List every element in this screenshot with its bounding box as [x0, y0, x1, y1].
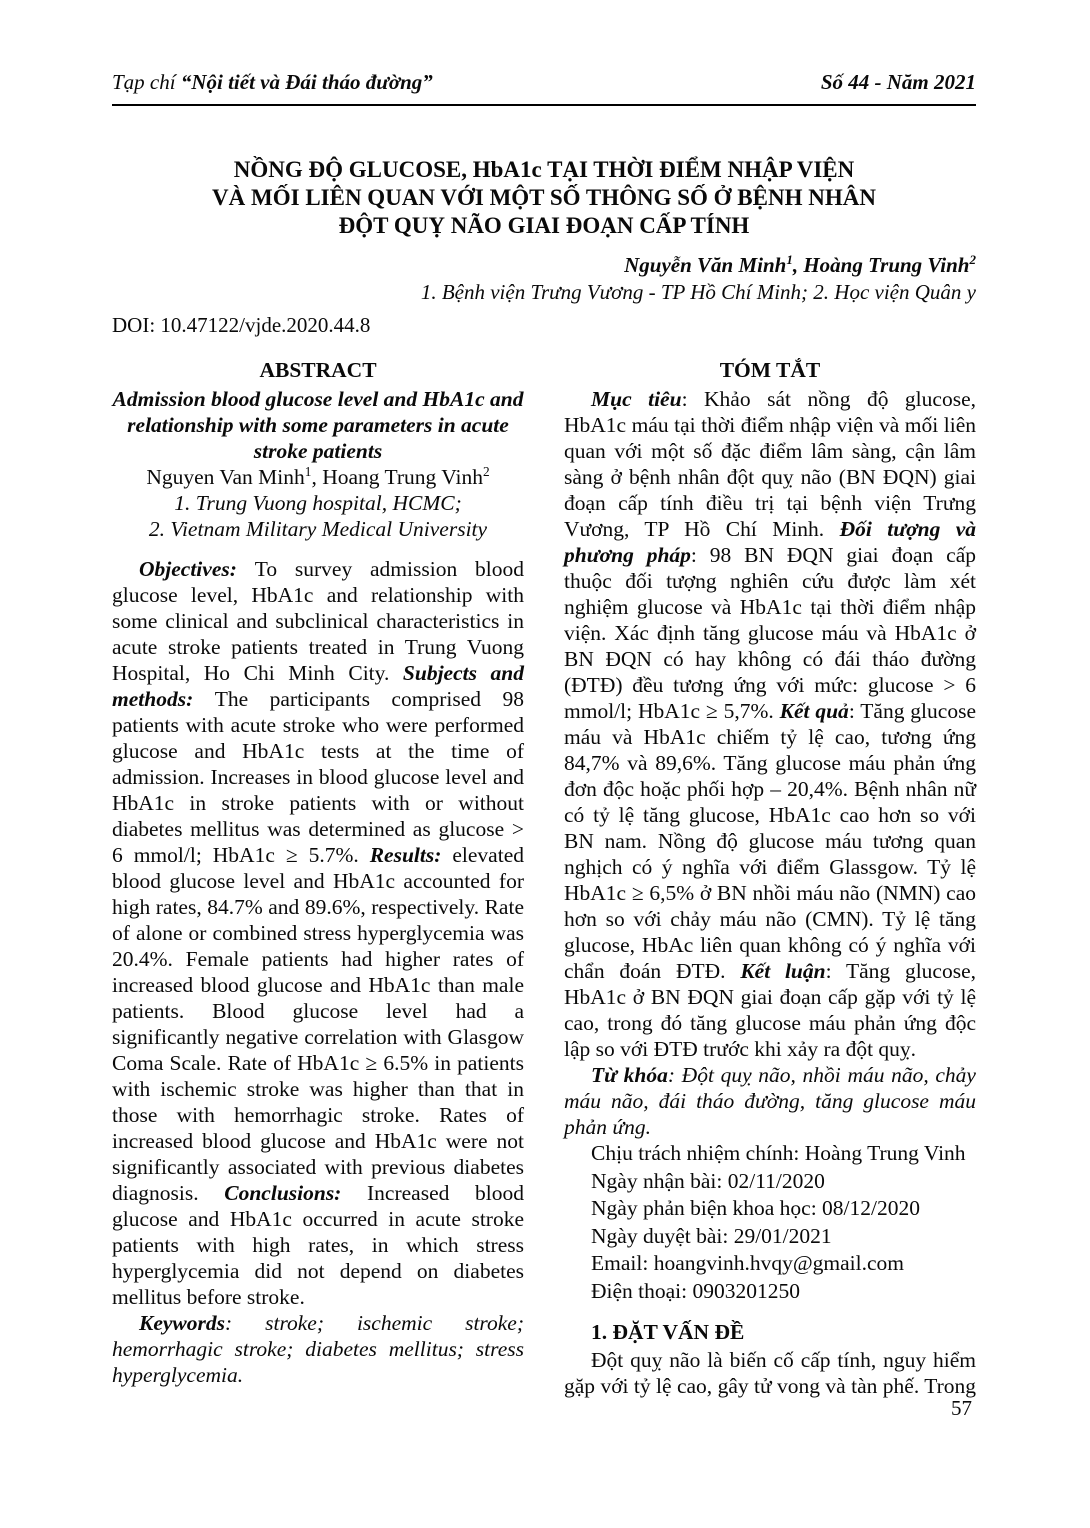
abstract-body: Objectives: To survey admission blood glucose level, HbA1c and relationship with some clinical and subclinical characteristics in acute stroke patients treated in Trung Vuong Hospital, Ho Chi Minh City. Subjects and methods: The participants comprised 98 patients with acute stroke who were performed glucose and HbA1c tests at the time of admission. Increases in blood glucose level and HbA1c in stroke patients with or without diabetes mellitus was determined as glucose > 6 mmol/l; HbA1c ≥ 5.7%. Results: elevated blood glucose level and HbA1c accounted for high rates, 84.7% and 89.6%, respectively. Rate of alone or combined stress hyperglycemia was 20.4%. Female patients had higher rates of increased blood glucose and HbA1c than male patients. Blood glucose level had a significantly negative correlation with Glasgow Coma Scale. Rate of HbA1c ≥ 6.5% in patients with ischemic stroke was higher than that in those with hemorrhagic stroke. Rates of increased blood glucose and HbA1c were not significantly associated with previous diabetes diagnosis. Conclusions: Increased blood glucose and HbA1c occurred in acute stroke patients with high rates, in which stress hyperglycemia did not depend on diabetes mellitus before stroke.: [112, 557, 524, 1309]
article-title-line: NỒNG ĐỘ GLUCOSE, HbA1c TẠI THỜI ĐIỂM NHẬP VIỆN: [233, 157, 855, 182]
abstract-affiliation: 1. Trung Vuong hospital, HCMC;: [174, 491, 462, 515]
tomtat-column: [564, 357, 976, 1399]
article-title-line: ĐỘT QUỴ NÃO GIAI ĐOẠN CẤP TÍNH: [338, 213, 750, 238]
contact-line: Chịu trách nhiệm chính: Hoàng Trung Vinh: [591, 1141, 966, 1165]
abstract-column: [112, 357, 524, 1399]
tomtat-body: Mục tiêu: Khảo sát nồng độ glucose, HbA1c máu tại thời điểm nhập viện và mối liên quan với một số đặc điểm lâm sàng, cận lâm sàng ở bệnh nhân đột quỵ não (BN ĐQN) giai đoạn cấp tính điều trị tại bệnh viện Trưng Vương, TP Hồ Chí Minh. Đối tượng và phương pháp: 98 BN ĐQN giai đoạn cấp thuộc đối tượng nghiên cứu được làm xét nghiệm glucose và HbA1c tại thời điểm nhập viện. Xác định tăng glucose máu và HbA1c ở BN ĐQN có hay không có đái tháo đường (ĐTĐ) đều tương ứng với mức: glucose > 6 mmol/l; HbA1c ≥ 5,7%. Kết quả: Tăng glucose máu và HbA1c chiếm tỷ lệ cao, tương ứng 84,7% và 89,6%. Tăng glucose máu phản ứng đơn độc hoặc phối hợp – 20,4%. Bệnh nhân nữ có tỷ lệ tăng glucose, HbA1c cao hơn so với BN nam. Nồng độ glucose máu tương quan nghịch có ý nghĩa với điểm Glassgow. Tỷ lệ HbA1c ≥ 6,5% ở BN nhồi máu não (NMN) cao hơn so với chảy máu não (CMN). Tỷ lệ tăng glucose, HbAc liên quan không có ý nghĩa với chẩn đoán ĐTĐ. Kết luận: Tăng glucose, HbA1c ở BN ĐQN giai đoạn cấp gặp với tỷ lệ cao, trong đó tăng glucose máu phản ứng độc lập so với ĐTĐ trước khi xảy ra đột quỵ.: [564, 387, 976, 1061]
contact-line: Email: hoangvinh.hvqy@gmail.com: [591, 1251, 904, 1275]
contact-info: [564, 1140, 976, 1305]
abstract-affiliation: 2. Vietnam Military Medical University: [148, 517, 488, 541]
abstract-authors: Nguyen Van Minh$^1$, Hoang Trung Vinh$^2$: [146, 463, 490, 489]
journal-name: Tạp chí “Nội tiết và Đái tháo đường”: [112, 70, 433, 94]
issue-number: Số 44 - Năm 2021: [820, 70, 976, 94]
two-column-body: [112, 357, 976, 1399]
section-heading: 1. ĐẶT VẤN ĐỀ: [591, 1320, 745, 1344]
article-title-line: VÀ MỐI LIÊN QUAN VỚI MỘT SỐ THÔNG SỐ Ở BỆNH NHÂN: [212, 185, 876, 210]
contact-line: Ngày duyệt bài: 29/01/2021: [591, 1223, 832, 1248]
article-title: [112, 156, 976, 240]
doi: DOI: 10.47122/vjde.2020.44.8: [112, 313, 371, 337]
intro-paragraph: Đột quỵ não là biến cố cấp tính, nguy hiểm gặp với tỷ lệ cao, gây tử vong và tàn phế. Trong: [564, 1348, 976, 1398]
contact-line: Điện thoại: 0903201250: [591, 1278, 801, 1303]
abstract-heading: ABSTRACT: [259, 358, 377, 382]
tukhoa: Từ khóa: Đột quỵ não, nhồi máu não, chảy máu não, đái tháo đường, tăng glucose máu phản ứng.: [564, 1063, 976, 1139]
contact-line: Ngày nhận bài: 02/11/2020: [591, 1168, 825, 1193]
contact-line: Ngày phản biện khoa học: 08/12/2020: [591, 1196, 921, 1220]
keywords: Keywords: stroke; ischemic stroke; hemorrhagic stroke; diabetes mellitus; stress hyperglycemia.: [112, 1311, 524, 1387]
page-number: 57: [951, 1396, 972, 1420]
page-header: [112, 70, 976, 106]
abstract-subtitle: Admission blood glucose level and HbA1c and relationship with some parameters in acute stroke patients: [112, 387, 524, 463]
tomtat-heading: TÓM TẮT: [719, 358, 821, 382]
affiliation-line: 1. Bệnh viện Trưng Vương - TP Hồ Chí Minh; 2. Học viện Quân y: [420, 280, 976, 304]
authors-line: Nguyễn Văn Minh$^1$, Hoàng Trung Vinh$^2$: [624, 252, 976, 277]
